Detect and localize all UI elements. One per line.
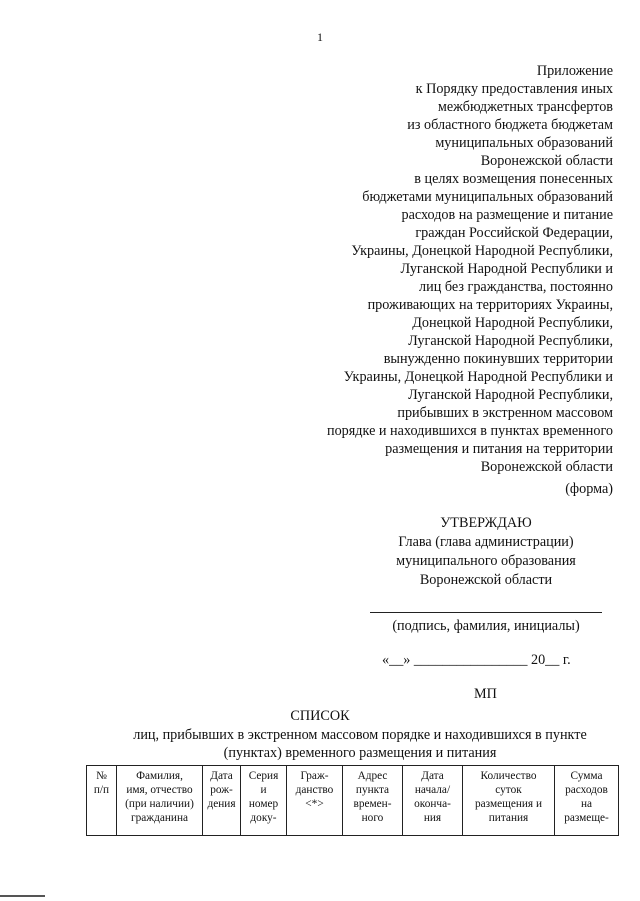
header-cell-birth-date: Дата рож- дения [203, 766, 241, 836]
appendix-line: бюджетами муниципальных образований [362, 189, 613, 205]
form-label: (форма) [565, 481, 613, 497]
approval-line: муниципального образования [396, 553, 576, 569]
list-title: СПИСОК [290, 708, 350, 724]
appendix-line: в целях возмещения понесенных [414, 171, 613, 187]
list-subtitle [100, 726, 620, 762]
appendix-line: муниципальных образований [435, 135, 613, 151]
header-cell-number: № п/п [87, 766, 117, 836]
stamp-label: МП [474, 686, 497, 702]
appendix-line: Донецкой Народной Республики, [412, 315, 613, 331]
appendix-line: Приложение [536, 63, 613, 79]
appendix-line: Украины, Донецкой Народной Республики и [343, 369, 613, 385]
list-subtitle-line: (пунктах) временного размещения и питания [223, 745, 497, 761]
scan-edge-mark [0, 895, 45, 897]
appendix-line: расходов на размещение и питание [401, 207, 613, 223]
header-cell-citizenship: Граж- данство <*> [287, 766, 343, 836]
header-cell-address: Адрес пункта времен- ного [343, 766, 403, 836]
appendix-line: прибывших в экстренном массовом [397, 405, 613, 421]
appendix-line: Луганской Народной Республики, [408, 387, 613, 403]
header-cell-days-count: Количество суток размещения и питания [463, 766, 555, 836]
header-cell-expense-sum: Сумма расходов на размеще- [555, 766, 619, 836]
list-subtitle-line: лиц, прибывших в экстренном массовом порядке и находившихся в пункте [133, 727, 587, 743]
persons-table [86, 765, 619, 836]
appendix-line: Луганской Народной Республики, [408, 333, 613, 349]
appendix-line: Воронежской области [480, 153, 613, 169]
appendix-line: порядке и находившихся в пунктах временного [327, 423, 613, 439]
appendix-line: вынужденно покинувших территории [383, 351, 613, 367]
signature-caption: (подпись, фамилия, инициалы) [392, 618, 580, 634]
table-header-row [87, 766, 619, 836]
appendix-line: Луганской Народной Республики и [400, 261, 613, 277]
appendix-line: межбюджетных трансфертов [437, 99, 613, 115]
approval-heading: УТВЕРЖДАЮ [440, 515, 532, 531]
appendix-line: из областного бюджета бюджетам [407, 117, 613, 133]
page-number: 1 [317, 30, 323, 44]
approval-date-line: «__» ________________ 20__ г. [382, 652, 571, 668]
appendix-line: граждан Российской Федерации, [415, 225, 613, 241]
approval-line: Воронежской области [419, 572, 553, 588]
header-cell-full-name: Фамилия, имя, отчество (при наличии) гражданина [117, 766, 203, 836]
appendix-block [327, 62, 613, 476]
approval-block [370, 514, 602, 590]
appendix-line: размещения и питания на территории [385, 441, 613, 457]
appendix-line: Воронежской области [480, 459, 613, 475]
header-cell-document: Серия и номер доку- [241, 766, 287, 836]
approval-line: Глава (глава администрации) [398, 534, 574, 550]
appendix-line: лиц без гражданства, постоянно [419, 279, 613, 295]
appendix-line: Украины, Донецкой Народной Республики, [351, 243, 613, 259]
signature-line [370, 612, 602, 613]
header-cell-dates: Дата начала/ оконча- ния [403, 766, 463, 836]
appendix-line: проживающих на территориях Украины, [367, 297, 613, 313]
appendix-line: к Порядку предоставления иных [415, 81, 613, 97]
